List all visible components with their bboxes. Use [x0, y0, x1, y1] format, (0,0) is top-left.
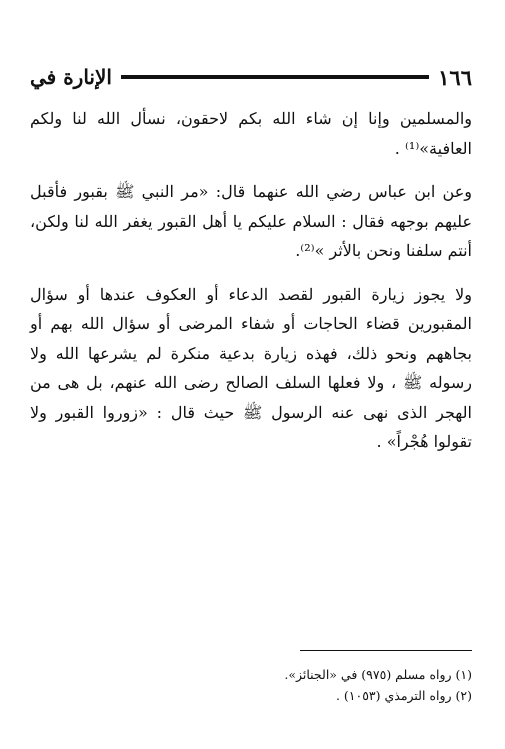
paragraph — [30, 177, 472, 266]
text-line: الهجر الذى نهى عنه الرسول ﷺ حيث قال : — [156, 402, 472, 422]
text-line: ولا يجوز زيارة القبور لقصد الدعاء أو العكوف — [145, 284, 473, 304]
footnotes — [30, 664, 472, 706]
text-line: يغفر الله لنا ولكن، أنتم سلفنا ونحن بالأثر »⁽²⁾. — [30, 211, 472, 260]
header-rule — [121, 75, 429, 79]
page-header — [30, 60, 472, 94]
paragraph — [30, 104, 472, 163]
footnote-divider — [300, 650, 472, 651]
text-line: ولكم العافية»⁽¹⁾ . — [30, 109, 472, 158]
main-text — [30, 104, 472, 471]
page-number: ١٦٦ — [438, 64, 472, 90]
text-line: «زوروا القبور ولا تقولوا هُجْراً» . — [30, 402, 472, 451]
text-line: المرضى أو سؤال الله بهم أو بجاههم ونحو ذلك، فهذه — [30, 314, 472, 363]
text-line: والمسلمين وإنا إن شاء الله بكم لاحقون، نسأل الله لنا — [72, 109, 472, 128]
text-line: وعن ابن عباس رضي الله عنهما قال: «مر النبي ﷺ بقبور — [74, 182, 473, 201]
book-title: الإنارة في — [30, 65, 112, 89]
footnote-item: (١) رواه مسلم (٩٧٥) في «الجنائز». — [284, 667, 472, 682]
footnote-item: (٢) رواه الترمذي (١٠٥٣) . — [335, 688, 472, 703]
text-line: زيارة بدعية منكرة لم يشرعها الله ولا رسوله ﷺ ، — [30, 343, 472, 392]
text-line: ولا فعلها السلف الصالح رضى الله عنهم، بل هى من — [30, 373, 385, 392]
text-line: فأقبل عليهم بوجهه فقال : السلام عليكم يا أهل القبور — [30, 182, 472, 231]
text-line: عندها أو سؤال المقبورين قضاء الحاجات أو شفاء — [30, 284, 473, 333]
paragraph — [30, 280, 472, 457]
